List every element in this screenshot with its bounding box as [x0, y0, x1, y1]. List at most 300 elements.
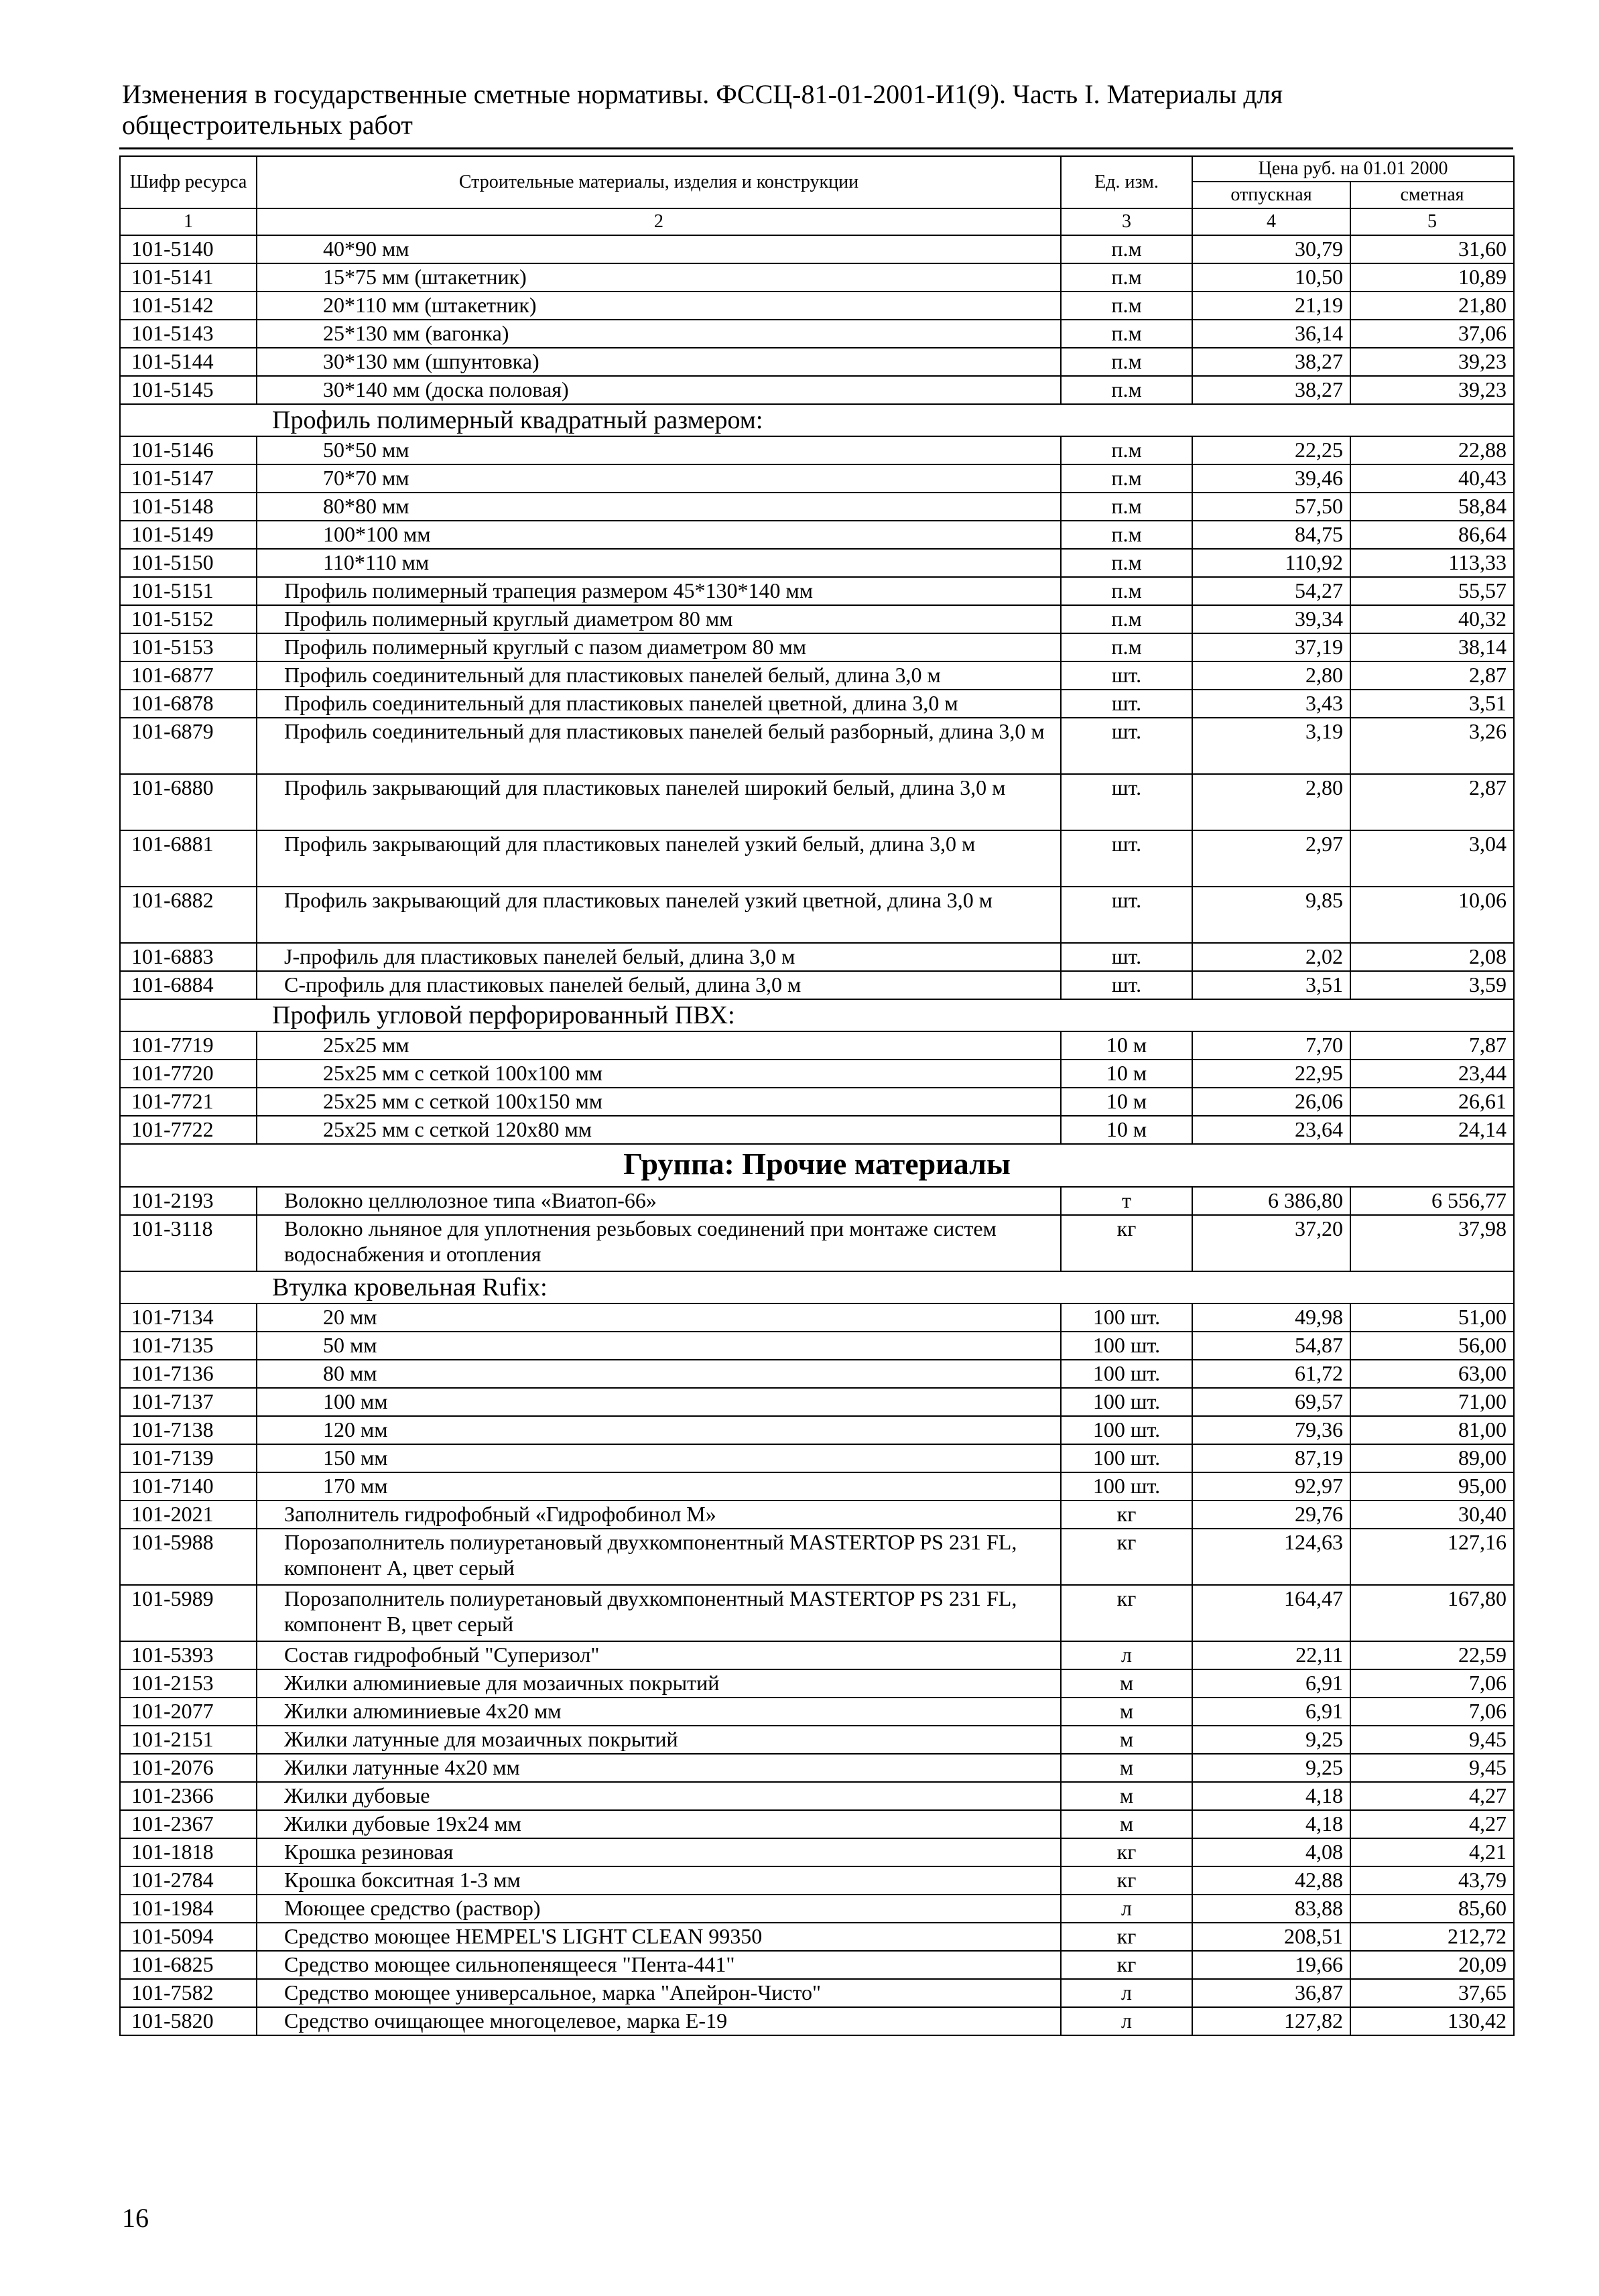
- estimate-price: 3,04: [1350, 830, 1514, 887]
- page-number: 16: [122, 2203, 149, 2233]
- table-row: [120, 1416, 1514, 1444]
- resource-code: 101-7582: [120, 1979, 257, 2007]
- group-heading-row: [120, 999, 1514, 1031]
- table-row: [120, 1472, 1514, 1501]
- unit-cell: м: [1061, 1669, 1192, 1698]
- estimate-price: 9,45: [1350, 1754, 1514, 1782]
- estimate-price: 127,16: [1350, 1529, 1514, 1585]
- unit-cell: шт.: [1061, 943, 1192, 971]
- material-name: 40*90 мм: [257, 235, 1061, 263]
- estimate-price: 130,42: [1350, 2007, 1514, 2035]
- release-price: 22,11: [1192, 1641, 1350, 1669]
- material-name: 80 мм: [257, 1360, 1061, 1388]
- material-name: Жилки алюминиевые 4х20 мм: [257, 1698, 1061, 1726]
- table-header-row: [120, 156, 1514, 182]
- table-row: [120, 943, 1514, 971]
- resource-code: 101-7135: [120, 1332, 257, 1360]
- estimate-price: 23,44: [1350, 1060, 1514, 1088]
- material-name: 50 мм: [257, 1332, 1061, 1360]
- unit-cell: л: [1061, 1979, 1192, 2007]
- estimate-price: 7,06: [1350, 1669, 1514, 1698]
- table-row: [120, 376, 1514, 404]
- resource-code: 101-5146: [120, 436, 257, 464]
- material-name: Профиль соединительный для пластиковых панелей цветной, длина 3,0 м: [257, 690, 1061, 718]
- material-name: Жилки дубовые 19х24 мм: [257, 1810, 1061, 1838]
- table-row: [120, 830, 1514, 887]
- resource-code: 101-5393: [120, 1641, 257, 1669]
- table-row: [120, 1501, 1514, 1529]
- estimate-price: 21,80: [1350, 292, 1514, 320]
- release-price: 23,64: [1192, 1116, 1350, 1144]
- table-row: [120, 493, 1514, 521]
- material-name: 20 мм: [257, 1303, 1061, 1332]
- unit-cell: 10 м: [1061, 1031, 1192, 1060]
- unit-cell: шт.: [1061, 718, 1192, 774]
- estimate-price: 37,06: [1350, 320, 1514, 348]
- unit-cell: м: [1061, 1810, 1192, 1838]
- table-row: [120, 1782, 1514, 1810]
- resource-code: 101-6879: [120, 718, 257, 774]
- release-price: 22,25: [1192, 436, 1350, 464]
- table-row: [120, 521, 1514, 549]
- estimate-price: 37,98: [1350, 1215, 1514, 1271]
- resource-code: 101-1984: [120, 1895, 257, 1923]
- resource-code: 101-2021: [120, 1501, 257, 1529]
- table-row: [120, 320, 1514, 348]
- resource-code: 101-5094: [120, 1923, 257, 1951]
- unit-cell: п.м: [1061, 292, 1192, 320]
- release-price: 30,79: [1192, 235, 1350, 263]
- material-name: Порозаполнитель полиуретановый двухкомпонентный MASTERTOP PS 231 FL, компонент В, цвет серый: [257, 1585, 1061, 1641]
- estimate-price: 4,27: [1350, 1782, 1514, 1810]
- table-row: [120, 1641, 1514, 1669]
- resource-code: 101-7719: [120, 1031, 257, 1060]
- estimate-price: 81,00: [1350, 1416, 1514, 1444]
- unit-cell: шт.: [1061, 661, 1192, 690]
- estimate-price: 4,27: [1350, 1810, 1514, 1838]
- release-price: 3,43: [1192, 690, 1350, 718]
- estimate-price: 55,57: [1350, 577, 1514, 605]
- resource-code: 101-5148: [120, 493, 257, 521]
- unit-cell: п.м: [1061, 235, 1192, 263]
- release-price: 3,19: [1192, 718, 1350, 774]
- release-price: 49,98: [1192, 1303, 1350, 1332]
- unit-cell: кг: [1061, 1923, 1192, 1951]
- release-price: 42,88: [1192, 1866, 1350, 1895]
- unit-cell: п.м: [1061, 348, 1192, 376]
- table-row: [120, 1060, 1514, 1088]
- table-row: [120, 1838, 1514, 1866]
- unit-cell: п.м: [1061, 549, 1192, 577]
- header-rule: [119, 147, 1513, 149]
- material-name: 110*110 мм: [257, 549, 1061, 577]
- release-price: 6,91: [1192, 1698, 1350, 1726]
- column-number: 2: [257, 208, 1061, 235]
- material-name: Жилки латунные для мозаичных покрытий: [257, 1726, 1061, 1754]
- resource-code: 101-1818: [120, 1838, 257, 1866]
- resource-code: 101-3118: [120, 1215, 257, 1271]
- table-row: [120, 549, 1514, 577]
- release-price: 3,51: [1192, 971, 1350, 999]
- unit-cell: т: [1061, 1187, 1192, 1215]
- estimate-price: 2,87: [1350, 774, 1514, 830]
- unit-cell: кг: [1061, 1215, 1192, 1271]
- resource-code: 101-2367: [120, 1810, 257, 1838]
- material-name: Жилки дубовые: [257, 1782, 1061, 1810]
- unit-cell: 100 шт.: [1061, 1472, 1192, 1501]
- table-row: [120, 348, 1514, 376]
- material-name: Волокно целлюлозное типа «Виатоп-66»: [257, 1187, 1061, 1215]
- group-heading: Профиль полимерный квадратный размером:: [120, 404, 1514, 436]
- release-price: 2,80: [1192, 774, 1350, 830]
- table-row: [120, 1754, 1514, 1782]
- estimate-price: 7,06: [1350, 1698, 1514, 1726]
- table-row: [120, 1895, 1514, 1923]
- material-name: Волокно льняное для уплотнения резьбовых соединений при монтаже систем водоснабжения и отопления: [257, 1215, 1061, 1271]
- resource-code: 101-2784: [120, 1866, 257, 1895]
- unit-cell: 10 м: [1061, 1116, 1192, 1144]
- release-price: 61,72: [1192, 1360, 1350, 1388]
- release-price: 7,70: [1192, 1031, 1350, 1060]
- resource-code: 101-2076: [120, 1754, 257, 1782]
- unit-cell: м: [1061, 1726, 1192, 1754]
- release-price: 21,19: [1192, 292, 1350, 320]
- material-name: 100 мм: [257, 1388, 1061, 1416]
- header-estimate: сметная: [1350, 182, 1514, 208]
- unit-cell: п.м: [1061, 577, 1192, 605]
- estimate-price: 6 556,77: [1350, 1187, 1514, 1215]
- resource-code: 101-5150: [120, 549, 257, 577]
- material-name: 30*140 мм (доска половая): [257, 376, 1061, 404]
- unit-cell: 100 шт.: [1061, 1444, 1192, 1472]
- release-price: 4,18: [1192, 1782, 1350, 1810]
- resource-code: 101-7138: [120, 1416, 257, 1444]
- estimate-price: 10,89: [1350, 263, 1514, 292]
- release-price: 26,06: [1192, 1088, 1350, 1116]
- table-row: [120, 1669, 1514, 1698]
- estimate-price: 26,61: [1350, 1088, 1514, 1116]
- table-row: [120, 464, 1514, 493]
- unit-cell: 10 м: [1061, 1088, 1192, 1116]
- release-price: 84,75: [1192, 521, 1350, 549]
- material-name: 120 мм: [257, 1416, 1061, 1444]
- table-row: [120, 1979, 1514, 2007]
- unit-cell: кг: [1061, 1951, 1192, 1979]
- estimate-price: 2,08: [1350, 943, 1514, 971]
- resource-code: 101-6878: [120, 690, 257, 718]
- resource-code: 101-6884: [120, 971, 257, 999]
- resource-code: 101-5145: [120, 376, 257, 404]
- resource-code: 101-7134: [120, 1303, 257, 1332]
- table-row: [120, 1585, 1514, 1641]
- estimate-price: 95,00: [1350, 1472, 1514, 1501]
- unit-cell: м: [1061, 1698, 1192, 1726]
- resource-code: 101-7721: [120, 1088, 257, 1116]
- table-row: [120, 1951, 1514, 1979]
- release-price: 37,19: [1192, 633, 1350, 661]
- resource-code: 101-6882: [120, 887, 257, 943]
- unit-cell: п.м: [1061, 493, 1192, 521]
- resource-code: 101-5141: [120, 263, 257, 292]
- resource-code: 101-5153: [120, 633, 257, 661]
- release-price: 2,02: [1192, 943, 1350, 971]
- release-price: 57,50: [1192, 493, 1350, 521]
- release-price: 39,46: [1192, 464, 1350, 493]
- resource-code: 101-2077: [120, 1698, 257, 1726]
- resource-code: 101-5988: [120, 1529, 257, 1585]
- estimate-price: 3,51: [1350, 690, 1514, 718]
- resource-code: 101-6881: [120, 830, 257, 887]
- table-row: [120, 1388, 1514, 1416]
- header-name: Строительные материалы, изделия и конструкции: [257, 156, 1061, 208]
- resource-code: 101-6825: [120, 1951, 257, 1979]
- estimate-price: 40,32: [1350, 605, 1514, 633]
- header-code: Шифр ресурса: [120, 156, 257, 208]
- table-row: [120, 1529, 1514, 1585]
- table-row: [120, 1031, 1514, 1060]
- estimate-price: 113,33: [1350, 549, 1514, 577]
- table-row: [120, 436, 1514, 464]
- estimate-price: 7,87: [1350, 1031, 1514, 1060]
- table-row: [120, 633, 1514, 661]
- resource-code: 101-2153: [120, 1669, 257, 1698]
- table-row: [120, 1866, 1514, 1895]
- unit-cell: кг: [1061, 1529, 1192, 1585]
- material-name: Средство моющее HEMPEL'S LIGHT CLEAN 99350: [257, 1923, 1061, 1951]
- unit-cell: п.м: [1061, 464, 1192, 493]
- unit-cell: м: [1061, 1754, 1192, 1782]
- material-name: Профиль полимерный трапеция размером 45*130*140 мм: [257, 577, 1061, 605]
- unit-cell: л: [1061, 1641, 1192, 1669]
- release-price: 9,25: [1192, 1726, 1350, 1754]
- unit-cell: кг: [1061, 1838, 1192, 1866]
- release-price: 6,91: [1192, 1669, 1350, 1698]
- release-price: 79,36: [1192, 1416, 1350, 1444]
- material-name: Жилки алюминиевые для мозаичных покрытий: [257, 1669, 1061, 1698]
- release-price: 38,27: [1192, 348, 1350, 376]
- estimate-price: 3,26: [1350, 718, 1514, 774]
- release-price: 87,19: [1192, 1444, 1350, 1472]
- resource-code: 101-6877: [120, 661, 257, 690]
- resource-code: 101-5151: [120, 577, 257, 605]
- resource-code: 101-7140: [120, 1472, 257, 1501]
- table-row: [120, 1810, 1514, 1838]
- release-price: 29,76: [1192, 1501, 1350, 1529]
- estimate-price: 22,59: [1350, 1641, 1514, 1669]
- material-name: Средство очищающее многоцелевое, марка Е-19: [257, 2007, 1061, 2035]
- resource-code: 101-7139: [120, 1444, 257, 1472]
- material-name: Профиль закрывающий для пластиковых панелей узкий цветной, длина 3,0 м: [257, 887, 1061, 943]
- material-name: Профиль соединительный для пластиковых панелей белый разборный, длина 3,0 м: [257, 718, 1061, 774]
- resource-code: 101-5149: [120, 521, 257, 549]
- table-row: [120, 971, 1514, 999]
- material-name: Жилки латунные 4х20 мм: [257, 1754, 1061, 1782]
- estimate-price: 37,65: [1350, 1979, 1514, 2007]
- release-price: 164,47: [1192, 1585, 1350, 1641]
- table-row: [120, 718, 1514, 774]
- unit-cell: п.м: [1061, 633, 1192, 661]
- unit-cell: п.м: [1061, 436, 1192, 464]
- resource-code: 101-7137: [120, 1388, 257, 1416]
- material-name: Средство моющее универсальное, марка "Апейрон-Чисто": [257, 1979, 1061, 2007]
- release-price: 110,92: [1192, 549, 1350, 577]
- unit-cell: 10 м: [1061, 1060, 1192, 1088]
- unit-cell: шт.: [1061, 971, 1192, 999]
- estimate-price: 39,23: [1350, 348, 1514, 376]
- estimate-price: 51,00: [1350, 1303, 1514, 1332]
- header-release: отпускная: [1192, 182, 1350, 208]
- material-name: Профиль соединительный для пластиковых панелей белый, длина 3,0 м: [257, 661, 1061, 690]
- resource-code: 101-7722: [120, 1116, 257, 1144]
- estimate-price: 31,60: [1350, 235, 1514, 263]
- table-row: [120, 1088, 1514, 1116]
- estimate-price: 22,88: [1350, 436, 1514, 464]
- unit-cell: шт.: [1061, 887, 1192, 943]
- unit-cell: 100 шт.: [1061, 1303, 1192, 1332]
- estimate-price: 85,60: [1350, 1895, 1514, 1923]
- release-price: 124,63: [1192, 1529, 1350, 1585]
- unit-cell: л: [1061, 1895, 1192, 1923]
- unit-cell: п.м: [1061, 521, 1192, 549]
- resource-code: 101-5142: [120, 292, 257, 320]
- table-row: [120, 1923, 1514, 1951]
- material-name: Крошка резиновая: [257, 1838, 1061, 1866]
- release-price: 4,18: [1192, 1810, 1350, 1838]
- material-name: Профиль полимерный круглый диаметром 80 мм: [257, 605, 1061, 633]
- unit-cell: п.м: [1061, 376, 1192, 404]
- release-price: 9,85: [1192, 887, 1350, 943]
- resource-code: 101-2193: [120, 1187, 257, 1215]
- material-name: 150 мм: [257, 1444, 1061, 1472]
- release-price: 69,57: [1192, 1388, 1350, 1416]
- group-heading-row: [120, 404, 1514, 436]
- unit-cell: кг: [1061, 1866, 1192, 1895]
- table-row: [120, 235, 1514, 263]
- unit-cell: п.м: [1061, 263, 1192, 292]
- release-price: 37,20: [1192, 1215, 1350, 1271]
- release-price: 39,34: [1192, 605, 1350, 633]
- material-name: 100*100 мм: [257, 521, 1061, 549]
- column-number: 4: [1192, 208, 1350, 235]
- estimate-price: 86,64: [1350, 521, 1514, 549]
- resource-code: 101-2366: [120, 1782, 257, 1810]
- section-title-row: [120, 1144, 1514, 1187]
- estimate-price: 89,00: [1350, 1444, 1514, 1472]
- unit-cell: 100 шт.: [1061, 1388, 1192, 1416]
- material-name: 170 мм: [257, 1472, 1061, 1501]
- material-name: Порозаполнитель полиуретановый двухкомпонентный MASTERTOP PS 231 FL, компонент А, цвет серый: [257, 1529, 1061, 1585]
- estimate-price: 38,14: [1350, 633, 1514, 661]
- table-row: [120, 1360, 1514, 1388]
- material-name: Заполнитель гидрофобный «Гидрофобинол М»: [257, 1501, 1061, 1529]
- header-price: Цена руб. на 01.01 2000: [1192, 156, 1514, 182]
- resource-code: 101-5989: [120, 1585, 257, 1641]
- resource-code: 101-2151: [120, 1726, 257, 1754]
- release-price: 4,08: [1192, 1838, 1350, 1866]
- table-row: [120, 1698, 1514, 1726]
- unit-cell: л: [1061, 2007, 1192, 2035]
- section-title: Группа: Прочие материалы: [120, 1144, 1514, 1187]
- material-name: Средство моющее сильнопенящееся "Пента-441": [257, 1951, 1061, 1979]
- resource-code: 101-6883: [120, 943, 257, 971]
- column-number: 5: [1350, 208, 1514, 235]
- unit-cell: шт.: [1061, 774, 1192, 830]
- release-price: 6 386,80: [1192, 1187, 1350, 1215]
- release-price: 54,27: [1192, 577, 1350, 605]
- resource-code: 101-7136: [120, 1360, 257, 1388]
- release-price: 83,88: [1192, 1895, 1350, 1923]
- estimate-price: 30,40: [1350, 1501, 1514, 1529]
- release-price: 38,27: [1192, 376, 1350, 404]
- table-row: [120, 1303, 1514, 1332]
- estimate-price: 212,72: [1350, 1923, 1514, 1951]
- release-price: 36,87: [1192, 1979, 1350, 2007]
- unit-cell: 100 шт.: [1061, 1416, 1192, 1444]
- column-number: 1: [120, 208, 257, 235]
- release-price: 208,51: [1192, 1923, 1350, 1951]
- material-name: 20*110 мм (штакетник): [257, 292, 1061, 320]
- material-name: 30*130 мм (шпунтовка): [257, 348, 1061, 376]
- table-row: [120, 1444, 1514, 1472]
- estimate-price: 24,14: [1350, 1116, 1514, 1144]
- resource-code: 101-6880: [120, 774, 257, 830]
- material-name: 25х25 мм с сеткой 100х150 мм: [257, 1088, 1061, 1116]
- resource-code: 101-5144: [120, 348, 257, 376]
- estimate-price: 39,23: [1350, 376, 1514, 404]
- table-row: [120, 1116, 1514, 1144]
- material-name: Профиль полимерный круглый с пазом диаметром 80 мм: [257, 633, 1061, 661]
- release-price: 127,82: [1192, 2007, 1350, 2035]
- resource-code: 101-5140: [120, 235, 257, 263]
- table-row: [120, 690, 1514, 718]
- header-unit: Ед. изм.: [1061, 156, 1192, 208]
- estimate-price: 56,00: [1350, 1332, 1514, 1360]
- estimate-price: 20,09: [1350, 1951, 1514, 1979]
- group-heading-row: [120, 1271, 1514, 1303]
- material-name: 70*70 мм: [257, 464, 1061, 493]
- group-heading: Профиль угловой перфорированный ПВХ:: [120, 999, 1514, 1031]
- table-row: [120, 263, 1514, 292]
- resource-code: 101-5152: [120, 605, 257, 633]
- material-name: 25х25 мм с сеткой 100х100 мм: [257, 1060, 1061, 1088]
- material-name: С-профиль для пластиковых панелей белый, длина 3,0 м: [257, 971, 1061, 999]
- estimate-price: 63,00: [1350, 1360, 1514, 1388]
- material-name: J-профиль для пластиковых панелей белый, длина 3,0 м: [257, 943, 1061, 971]
- resource-code: 101-5143: [120, 320, 257, 348]
- estimate-price: 2,87: [1350, 661, 1514, 690]
- table-row: [120, 1187, 1514, 1215]
- material-name: 50*50 мм: [257, 436, 1061, 464]
- unit-cell: п.м: [1061, 605, 1192, 633]
- table-row: [120, 292, 1514, 320]
- estimate-price: 40,43: [1350, 464, 1514, 493]
- estimate-price: 4,21: [1350, 1838, 1514, 1866]
- table-row: [120, 2007, 1514, 2035]
- table-row: [120, 1215, 1514, 1271]
- release-price: 22,95: [1192, 1060, 1350, 1088]
- estimate-price: 58,84: [1350, 493, 1514, 521]
- unit-cell: 100 шт.: [1061, 1332, 1192, 1360]
- table-row: [120, 774, 1514, 830]
- release-price: 36,14: [1192, 320, 1350, 348]
- material-name: Профиль закрывающий для пластиковых панелей широкий белый, длина 3,0 м: [257, 774, 1061, 830]
- unit-cell: шт.: [1061, 830, 1192, 887]
- unit-cell: м: [1061, 1782, 1192, 1810]
- release-price: 19,66: [1192, 1951, 1350, 1979]
- material-name: 25*130 мм (вагонка): [257, 320, 1061, 348]
- table-row: [120, 605, 1514, 633]
- table-row: [120, 1726, 1514, 1754]
